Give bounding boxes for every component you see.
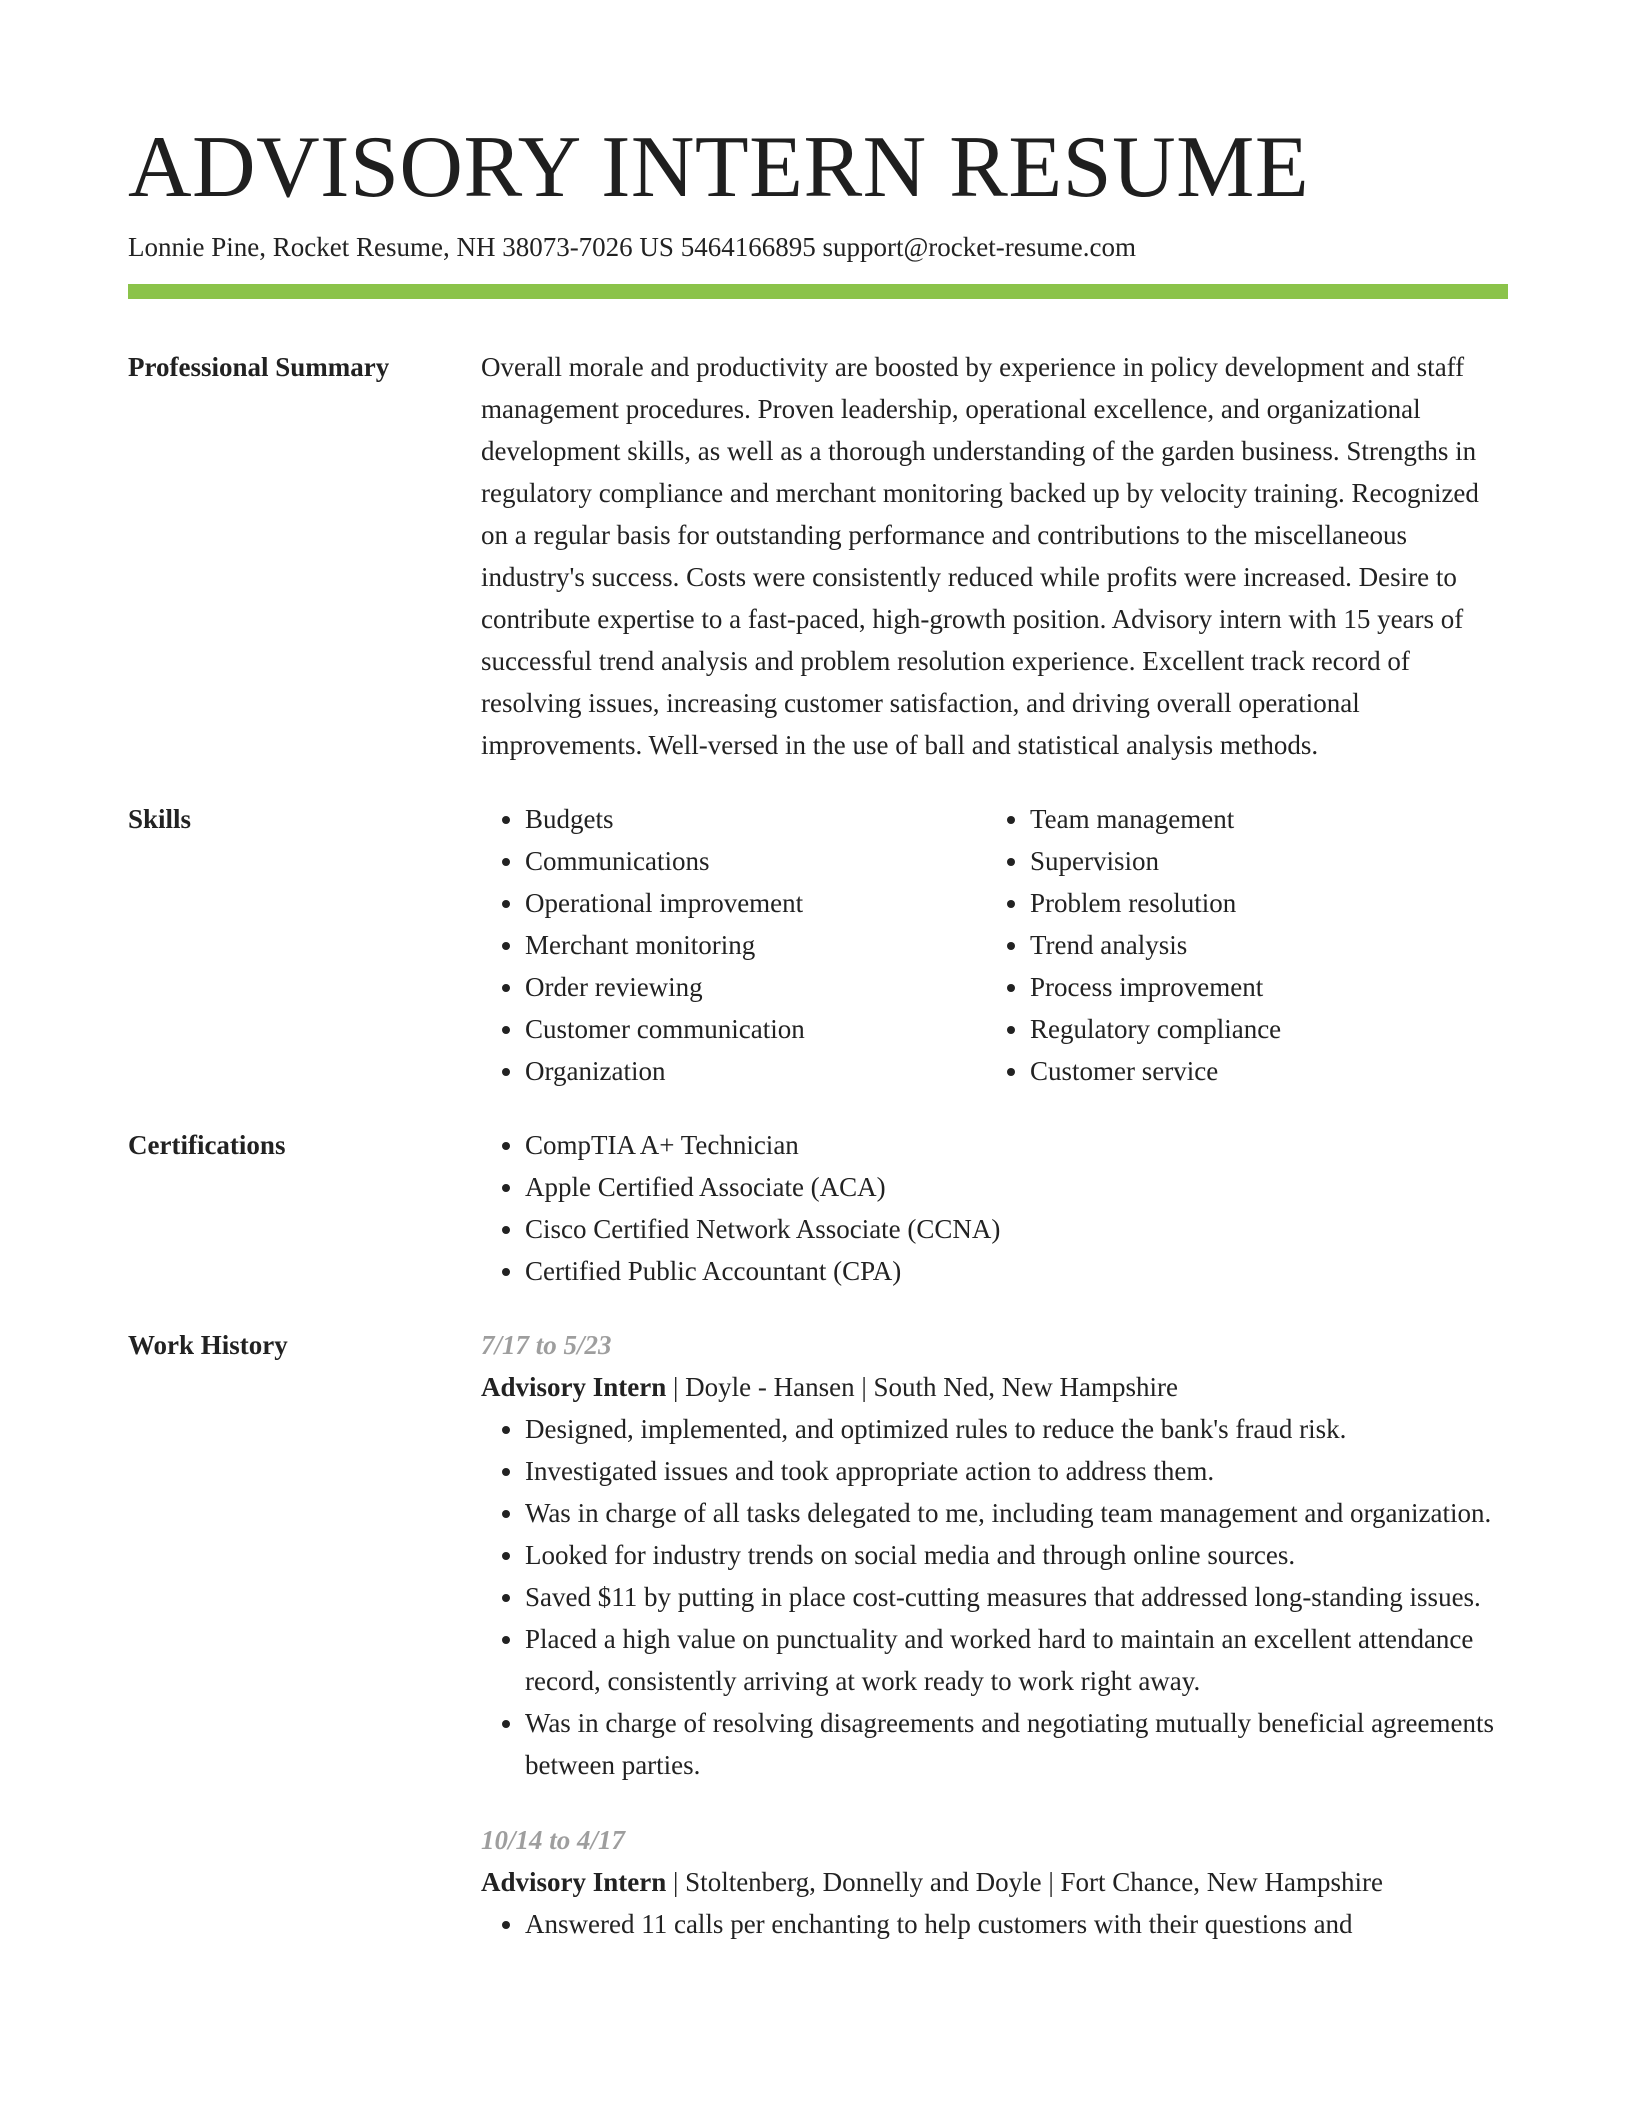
summary-text: Overall morale and productivity are boosted by experience in policy development and staff management procedures. Proven leadership, operational excellence, and organizational development skills, as well as a thorough understanding of the garden business. Strengths in regulatory compliance and merchant monitoring backed up by velocity training. Recognized on a regular basis for outstanding performance and contributions to the miscellaneous industry's success. Costs were consistently reduced while profits were increased. Desire to contribute expertise to a fast-paced, high-growth position. Advisory intern with 15 years of successful trend analysis and problem resolution experience. Excellent track record of resolving issues, increasing customer satisfaction, and driving overall operational improvements. Well-versed in the use of ball and statistical analysis methods. — [481, 352, 1479, 760]
certification-item: • CompTIA A+ Technician — [525, 1124, 1508, 1166]
accent-divider — [128, 284, 1508, 299]
job-title-line — [481, 1861, 1508, 1903]
job-bullet-list — [481, 1408, 1508, 1786]
skill-item: • Merchant monitoring — [525, 924, 986, 966]
job-role: Advisory Intern — [481, 1372, 667, 1402]
job-bullet: • Was in charge of resolving disagreements and negotiating mutually beneficial agreements between parties. — [525, 1702, 1508, 1786]
skill-item: • Team management — [1030, 798, 1491, 840]
job-bullet: • Saved $11 by putting in place cost-cutting measures that addressed long-standing issues. — [525, 1576, 1508, 1618]
certification-item: • Cisco Certified Network Associate (CCNA) — [525, 1208, 1508, 1250]
contact-line: Lonnie Pine, Rocket Resume, NH 38073-7026 US 5464166895 support@rocket-resume.com — [128, 232, 1136, 262]
job-bullet-list — [481, 1903, 1508, 1945]
job-entry — [481, 1324, 1508, 1786]
skill-item: • Problem resolution — [1030, 882, 1491, 924]
skill-item: • Order reviewing — [525, 966, 986, 1008]
summary-section — [128, 346, 1508, 766]
skill-item: • Process improvement — [1030, 966, 1491, 1008]
certifications-list — [481, 1124, 1508, 1292]
certification-item: • Certified Public Accountant (CPA) — [525, 1250, 1508, 1292]
certifications-section — [128, 1124, 1508, 1292]
certifications-body — [481, 1124, 1508, 1292]
certification-item: • Apple Certified Associate (ACA) — [525, 1166, 1508, 1208]
skills-section — [128, 798, 1508, 1092]
job-bullet: • Placed a high value on punctuality and worked hard to maintain an excellent attendance record, consistently arriving at work ready to work right away. — [525, 1618, 1508, 1702]
job-bullet: • Answered 11 calls per enchanting to help customers with their questions and — [525, 1903, 1508, 1945]
work-history-label: Work History — [128, 1330, 288, 1360]
skill-item: • Organization — [525, 1050, 986, 1092]
job-dates: 10/14 to 4/17 — [481, 1825, 626, 1855]
job-bullet: • Investigated issues and took appropriate action to address them. — [525, 1450, 1508, 1492]
job-bullet: • Looked for industry trends on social media and through online sources. — [525, 1534, 1508, 1576]
job-bullet: • Was in charge of all tasks delegated to me, including team management and organization. — [525, 1492, 1508, 1534]
work-history-section — [128, 1324, 1508, 1945]
skills-body — [481, 798, 1508, 1092]
skill-item: • Trend analysis — [1030, 924, 1491, 966]
job-entry — [481, 1819, 1508, 1945]
skill-item: • Regulatory compliance — [1030, 1008, 1491, 1050]
job-employer-details: | Doyle - Hansen | South Ned, New Hampshire — [666, 1372, 1178, 1402]
skill-item: • Customer service — [1030, 1050, 1491, 1092]
skill-item: • Budgets — [525, 798, 986, 840]
skill-item: • Customer communication — [525, 1008, 986, 1050]
skill-item: • Supervision — [1030, 840, 1491, 882]
skills-label: Skills — [128, 804, 192, 834]
skills-list-right — [986, 798, 1491, 1092]
job-bullet: • Designed, implemented, and optimized rules to reduce the bank's fraud risk. — [525, 1408, 1508, 1450]
skills-list-left — [481, 798, 986, 1092]
skill-item: • Communications — [525, 840, 986, 882]
summary-label: Professional Summary — [128, 352, 390, 382]
job-title-line — [481, 1366, 1508, 1408]
work-history-body — [481, 1324, 1508, 1945]
job-role: Advisory Intern — [481, 1867, 667, 1897]
job-employer-details: | Stoltenberg, Donnelly and Doyle | Fort Chance, New Hampshire — [666, 1867, 1383, 1897]
resume-page — [128, 118, 1508, 1945]
job-dates: 7/17 to 5/23 — [481, 1330, 612, 1360]
certifications-label: Certifications — [128, 1130, 286, 1160]
summary-body — [481, 346, 1508, 766]
skills-columns — [481, 798, 1508, 1092]
skill-item: • Operational improvement — [525, 882, 986, 924]
resume-title: ADVISORY INTERN RESUME — [128, 119, 1310, 216]
